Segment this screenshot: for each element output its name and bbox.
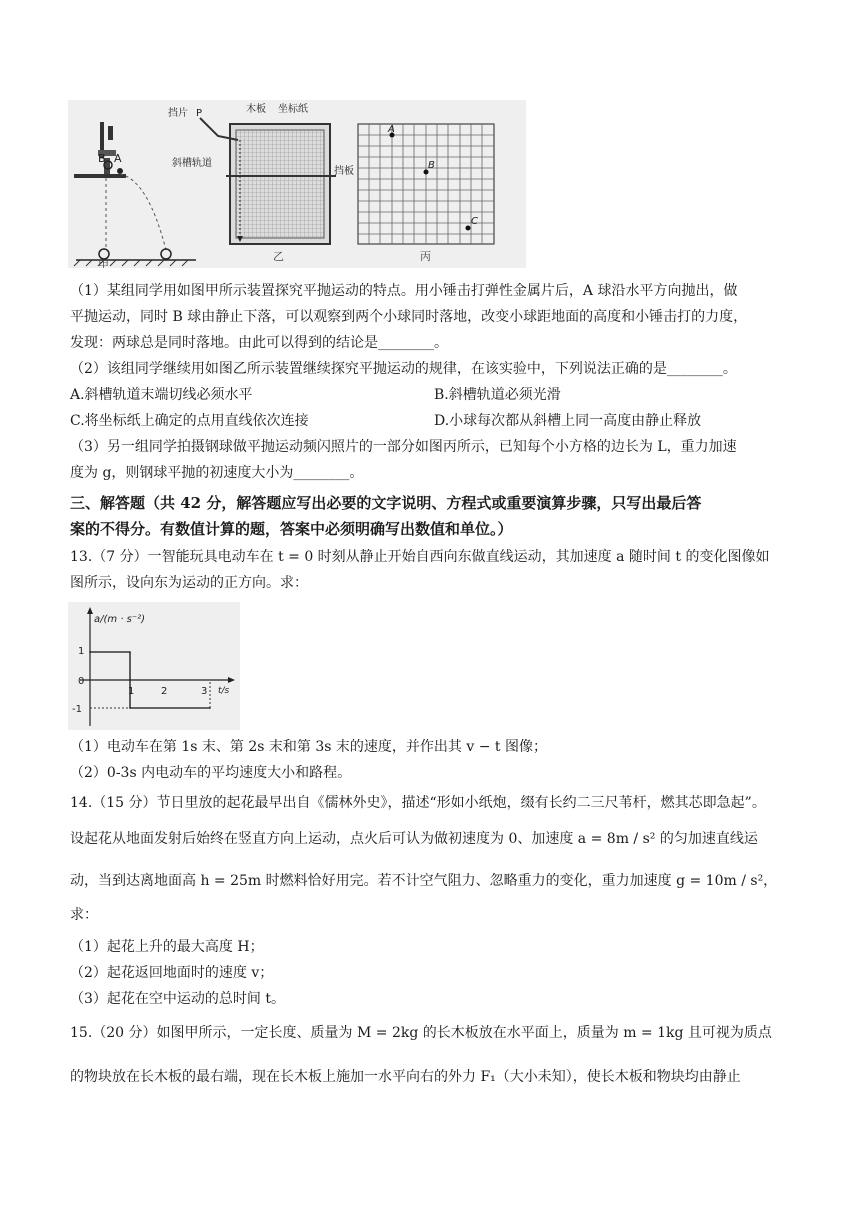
section3-header-line2: 案的不得分。有数值计算的题，答案中必须明确写出数值和单位。） (70, 520, 513, 538)
point-c-dot (466, 226, 471, 231)
series-point (129, 651, 131, 653)
q14-line4: 求： (70, 907, 98, 923)
q12-option-a: A.斜槽轨道末端切线必须水平 (70, 387, 253, 403)
apparatus-jia (74, 122, 196, 268)
q15-line2: 的物块放在长木板的最右端，现在长木板上施加一水平向右的外力 F₁（大小未知），使长木板和物块均由静止 (70, 1069, 741, 1085)
dangpian-label: 挡片 (168, 108, 188, 119)
y-tick-neg1: -1 (72, 704, 82, 715)
grid-bing (358, 124, 494, 263)
x-tick-2: 2 (161, 686, 168, 697)
y-axis-arrow (87, 607, 93, 614)
x-axis-arrow (228, 677, 235, 683)
point-c-label: C (471, 216, 478, 227)
experiment-figure (68, 100, 526, 268)
apparatus-yi (168, 102, 354, 263)
point-b-label: B (428, 160, 435, 171)
y-tick-1: 1 (78, 646, 85, 657)
q14-sub3: （3）起花在空中运动的总时间 t。 (70, 991, 285, 1007)
experiment-figure-svg (68, 100, 526, 268)
yi-label: 乙 (273, 250, 284, 263)
x-axis-label: t/s (218, 686, 230, 696)
q12-option-c: C.将坐标纸上确定的点用直线依次连接 (70, 413, 309, 429)
q14-line3: 动，当到达离地面高 h = 25m 时燃料恰好用完。若不计空气阻力、忽略重力的变化，重力加速度 g = 10m / s²， (70, 873, 778, 889)
q13-line2: 图所示，设向东为运动的正方向。求： (70, 575, 308, 591)
q15-line1: 15.（20 分）如图甲所示，一定长度、质量为 M = 2kg 的长木板放在水平面上，质量为 m = 1kg 且可视为质点 (70, 1025, 772, 1041)
q14-line1: 14.（15 分）节日里放的起花最早出自《儒林外史》，描述“形如小纸炮，缀有长约二三尺苇杆，燃其芯即急起”。 (70, 795, 766, 811)
x-tick-3: 3 (201, 686, 208, 697)
p-label: P (196, 108, 203, 119)
q12-option-d: D.小球每次都从斜槽上同一高度由静止释放 (434, 413, 702, 429)
q14-sub2: （2）起花返回地面时的速度 v； (70, 965, 274, 981)
dangban-label: 挡板 (334, 166, 354, 177)
series-point (209, 707, 211, 709)
q12-part1-line2: 平抛运动，同时 B 球由静止下落，可以观察到两个小球同时落地，改变小球距地面的高度和小锤击打的力度， (70, 309, 748, 325)
xiecao-label: 斜槽轨道 (172, 158, 212, 169)
q13-line1: 13.（7 分）一智能玩具电动车在 t = 0 时刻从静止开始自西向东做直线运动，其加速度 a 随时间 t 的变化图像如 (70, 549, 770, 565)
ball-b-label: B (98, 152, 106, 165)
series-point (129, 707, 131, 709)
q12-part3-line1: （3）另一组同学拍摄钢球做平抛运动频闪照片的一部分如图丙所示，已知每个小方格的边长为 L，重力加速 (70, 439, 737, 455)
point-a-label: A (388, 124, 395, 135)
ball-a-label: A (114, 152, 122, 165)
bing-label: 丙 (420, 250, 431, 263)
q14-line2: 设起花从地面发射后始终在竖直方向上运动，点火后可认为做初速度为 0、加速度 a = 8m / s² 的匀加速直线运 (70, 831, 758, 847)
acceleration-chart-svg (68, 602, 240, 730)
jia-label: 甲 (98, 258, 109, 268)
q13-sub1: （1）电动车在第 1s 末、第 2s 末和第 3s 末的速度，并作出其 v − t 图像； (70, 739, 547, 755)
acceleration-chart (68, 602, 240, 730)
q12-part3-line2: 度为 g，则钢球平抛的初速度大小为________。 (70, 465, 364, 481)
q13-sub2: （2）0-3s 内电动车的平均速度大小和路程。 (70, 765, 352, 781)
y-axis-label: a/(m · s⁻²) (94, 614, 146, 625)
q12-part1-line1: （1）某组同学用如图甲所示装置探究平抛运动的特点。用小锤击打弹性金属片后，A 球沿水平方向抛出，做 (70, 283, 738, 299)
x-tick-1: 1 (128, 686, 135, 697)
q14-sub1: （1）起花上升的最大高度 H； (70, 939, 264, 955)
series-point (89, 651, 91, 653)
y-tick-0: 0 (78, 676, 85, 687)
muban-label: 木板 (246, 104, 266, 115)
section3-header-line1: 三、解答题（共 42 分，解答题应写出必要的文字说明、方程式或重要演算步骤，只写出最后答 (70, 494, 702, 512)
zuobiaozhi-label: 坐标纸 (278, 104, 308, 115)
q12-option-b: B.斜槽轨道必须光滑 (434, 387, 561, 403)
q12-part1-line3: 发现：两球总是同时落地。由此可以得到的结论是________。 (70, 335, 448, 351)
q12-part2: （2）该组同学继续用如图乙所示装置继续探究平抛运动的规律，在该实验中，下列说法正确的是________。 (70, 361, 737, 377)
